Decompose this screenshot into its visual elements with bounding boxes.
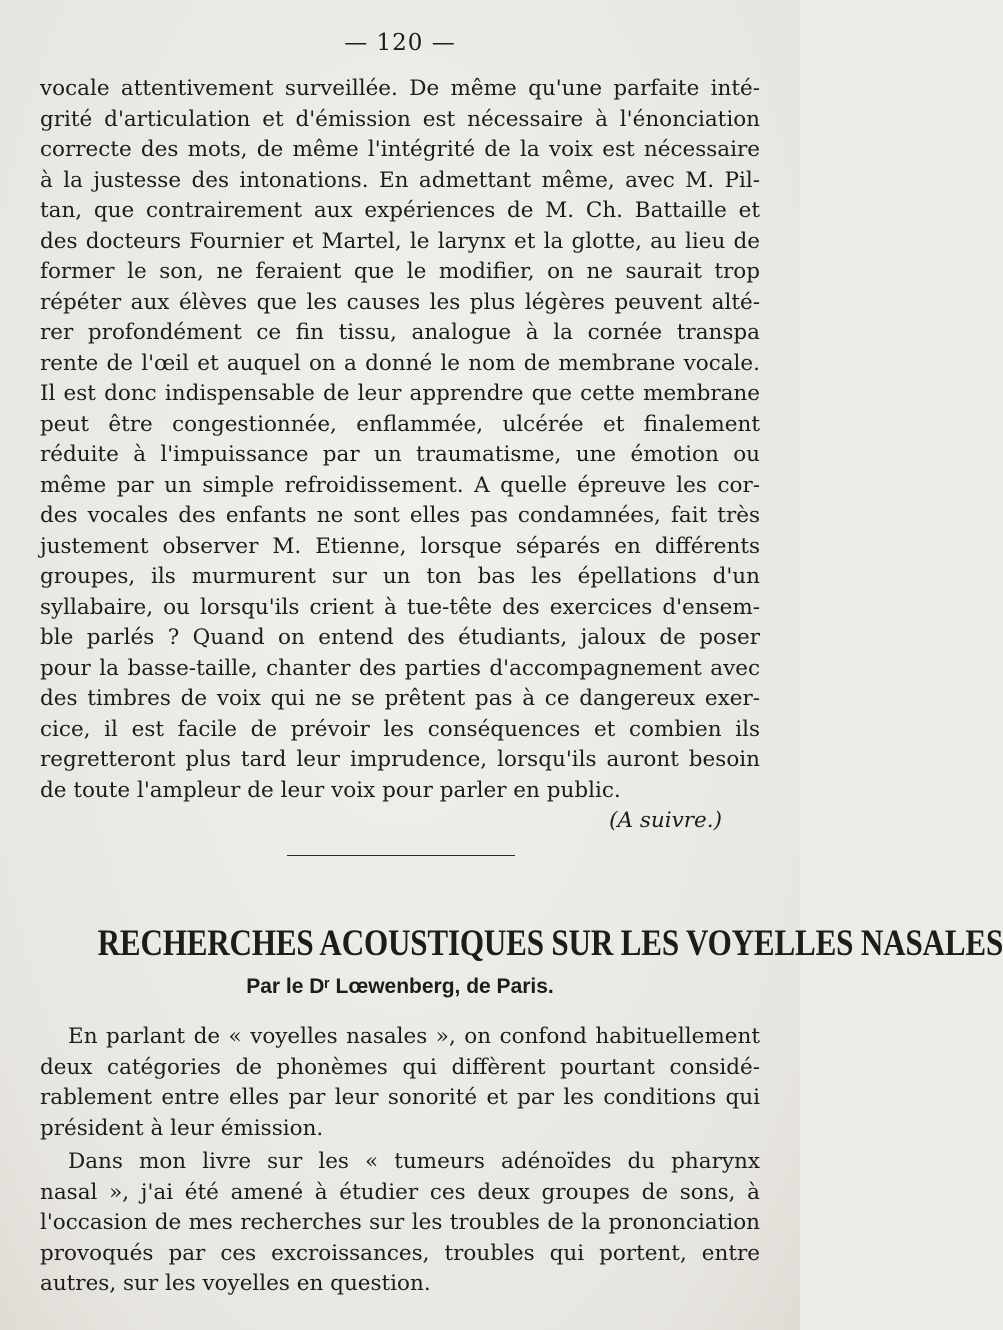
text-line: président à leur émission. [40, 1115, 324, 1141]
text-line: justement observer M. Etienne, lorsque séparés en différents [40, 533, 760, 559]
article-byline: Par le Dʳ Lœwenberg, de Paris. [246, 975, 554, 998]
text-line: Dans mon livre sur les « tumeurs adénoïdes du pharynx [68, 1149, 760, 1174]
paragraph-2 [40, 1147, 760, 1300]
text-line: En parlant de « voyelles nasales », on confond habituellement [68, 1024, 760, 1049]
text-line: tan, que contrairement aux expériences de M. Ch. Battaille et [40, 198, 760, 223]
text-line: Il est donc indispensable de leur apprendre que cette membrane [40, 381, 760, 406]
text-line: provoqués par ces excroissances, troubles qui portent, entre [40, 1240, 760, 1266]
text-line: l'occasion de mes recherches sur les troubles de la prononciation [40, 1210, 760, 1235]
text-line: de toute l'ampleur de leur voix pour parler en public. [40, 777, 621, 803]
text-line: pour la basse-taille, chanter des parties d'accompagnement avec [40, 655, 760, 681]
article-title: RECHERCHES ACOUSTIQUES SUR LES VOYELLES NASALES [97, 923, 1003, 964]
text-line: des docteurs Fournier et Martel, le larynx et la glotte, au lieu de [40, 228, 760, 254]
text-line: à la justesse des intonations. En admettant même, avec M. Pil- [40, 167, 760, 193]
text-line: peut être congestionnée, enflammée, ulcérée et finalement [40, 411, 760, 437]
text-line: autres, sur les voyelles en question. [40, 1271, 431, 1296]
text-line: regretteront plus tard leur imprudence, lorsqu'ils auront besoin [40, 747, 760, 772]
text-line: vocale attentivement surveillée. De même qu'une parfaite inté- [40, 76, 760, 101]
text-line: rer profondément ce fin tissu, analogue à la cornée transpa [40, 320, 760, 345]
section-divider [287, 855, 515, 856]
paragraph-1 [40, 1022, 760, 1144]
text-line: former le son, ne feraient que le modifier, on ne saurait trop [40, 259, 760, 284]
text-line: deux catégories de phonèmes qui diffèrent pourtant considé- [40, 1054, 760, 1080]
text-line: syllabaire, ou lorsqu'ils crient à tue-tête des exercices d'ensem- [40, 594, 760, 620]
text-line: ble parlés ? Quand on entend des étudiants, jaloux de poser [40, 625, 760, 650]
text-line: réduite à l'impuissance par un traumatisme, une émotion ou [40, 442, 760, 467]
text-line: grité d'articulation et d'émission est nécessaire à l'énonciation [40, 106, 760, 132]
text-line: des vocales des enfants ne sont elles pas condamnées, fait très [40, 503, 760, 528]
to-be-continued-note: (A suivre.) [609, 808, 722, 833]
text-line: rablement entre elles par leur sonorité et par les conditions qui [40, 1085, 760, 1110]
page-number: — 120 — [344, 30, 456, 56]
text-line: des timbres de voix qui ne se prêtent pas à ce dangereux exer- [40, 686, 760, 711]
text-line: nasal », j'ai été amené à étudier ces deux groupes de sons, à [40, 1179, 760, 1205]
text-line: correcte des mots, de même l'intégrité de la voix est nécessaire [40, 137, 760, 162]
text-line: groupes, ils murmurent sur un ton bas les épellations d'un [40, 564, 760, 589]
text-line: rente de l'œil et auquel on a donné le nom de membrane vocale. [40, 350, 760, 376]
text-line: même par un simple refroidissement. A quelle épreuve les cor- [40, 472, 760, 498]
text-line: cice, il est facile de prévoir les conséquences et combien ils [40, 716, 760, 742]
continued-text [40, 74, 760, 806]
text-line: répéter aux élèves que les causes les plus légères peuvent alté- [40, 289, 760, 315]
